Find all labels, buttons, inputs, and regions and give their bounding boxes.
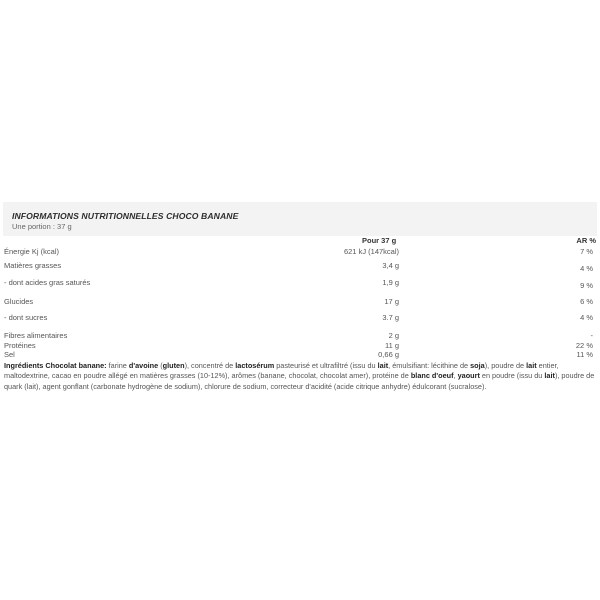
allergen: lait xyxy=(526,361,537,370)
allergen: soja xyxy=(470,361,485,370)
allergen: gluten xyxy=(162,361,185,370)
nutrient-value: 3,4 g xyxy=(382,261,399,270)
allergen: blanc d'oeuf xyxy=(410,371,454,381)
nutrient-label: Énergie Kj (kcal) xyxy=(4,247,60,256)
allergen: yaourt xyxy=(457,371,480,381)
nutrient-value: 621 kJ (147kcal) xyxy=(343,247,399,256)
nutrient-label: Matières grasses xyxy=(4,261,62,270)
nutrient-ar: 4 % xyxy=(580,264,593,273)
ingredients-fragment: ), poudre de quark (lait), agent gonflant (carbonate hydrogène de sodium), chlorure de sodium, correcteur d'acidité (acide citrique anhydre) édulcorant (sucralose). xyxy=(4,371,595,391)
ingredients-fragment: ), poudre de xyxy=(484,361,527,370)
column-header-ar: AR % xyxy=(576,236,596,245)
nutrient-label: Fibres alimentaires xyxy=(4,331,68,340)
allergen: lactosérum xyxy=(235,361,275,370)
allergen: d'avoine xyxy=(128,361,159,370)
nutrition-title: INFORMATIONS NUTRITIONNELLES CHOCO BANANE xyxy=(12,211,239,221)
nutrient-ar: 11 % xyxy=(576,350,593,359)
nutrient-value: 3.7 g xyxy=(382,313,399,322)
nutrient-value: 11 g xyxy=(384,341,399,350)
nutrient-value: 2 g xyxy=(388,331,399,340)
nutrient-ar: 6 % xyxy=(580,297,593,306)
nutrient-value: 0,66 g xyxy=(378,350,399,359)
nutrient-label: - dont sucres xyxy=(4,313,48,322)
ingredients-fragment: en poudre (issu du xyxy=(479,371,545,381)
nutrient-label: - dont acides gras saturés xyxy=(4,278,91,287)
nutrient-ar: 7 % xyxy=(580,247,593,256)
nutrient-label: Protéines xyxy=(4,341,36,350)
nutrient-ar: 22 % xyxy=(575,341,593,350)
ingredients-fragment: farine xyxy=(106,361,129,370)
portion-size: Une portion : 37 g xyxy=(12,222,72,231)
allergen: lait xyxy=(377,361,389,370)
ingredients-text xyxy=(4,361,596,392)
column-header-per-portion: Pour 37 g xyxy=(362,236,397,245)
ingredients-fragment: , émulsifiant: lécithine de xyxy=(388,361,471,370)
nutrient-value: 1,9 g xyxy=(382,278,399,287)
ingredients-heading: Ingrédients Chocolat banane: xyxy=(4,361,107,370)
ingredients-fragment: ), concentré de xyxy=(184,361,236,370)
nutrient-label: Sel xyxy=(4,350,15,359)
ingredients-fragment: entier, maltodextrine, cacao en poudre allégé en matières grasses (10-12%), arômes (banane, chocolat, chocolat amer), protéine de xyxy=(4,361,559,381)
nutrition-header xyxy=(3,202,597,236)
allergen: lait xyxy=(544,371,555,381)
nutrient-label: Glucides xyxy=(4,297,34,306)
ingredients-fragment: pasteurisé et ultrafiltré (issu du xyxy=(274,361,378,370)
nutrient-ar: - xyxy=(590,331,593,340)
nutrient-ar: 9 % xyxy=(580,281,593,290)
ingredients-fragment: , xyxy=(453,371,458,381)
nutrient-ar: 4 % xyxy=(580,313,593,322)
nutrient-value: 17 g xyxy=(384,297,399,306)
ingredients-fragment: ( xyxy=(158,361,163,370)
